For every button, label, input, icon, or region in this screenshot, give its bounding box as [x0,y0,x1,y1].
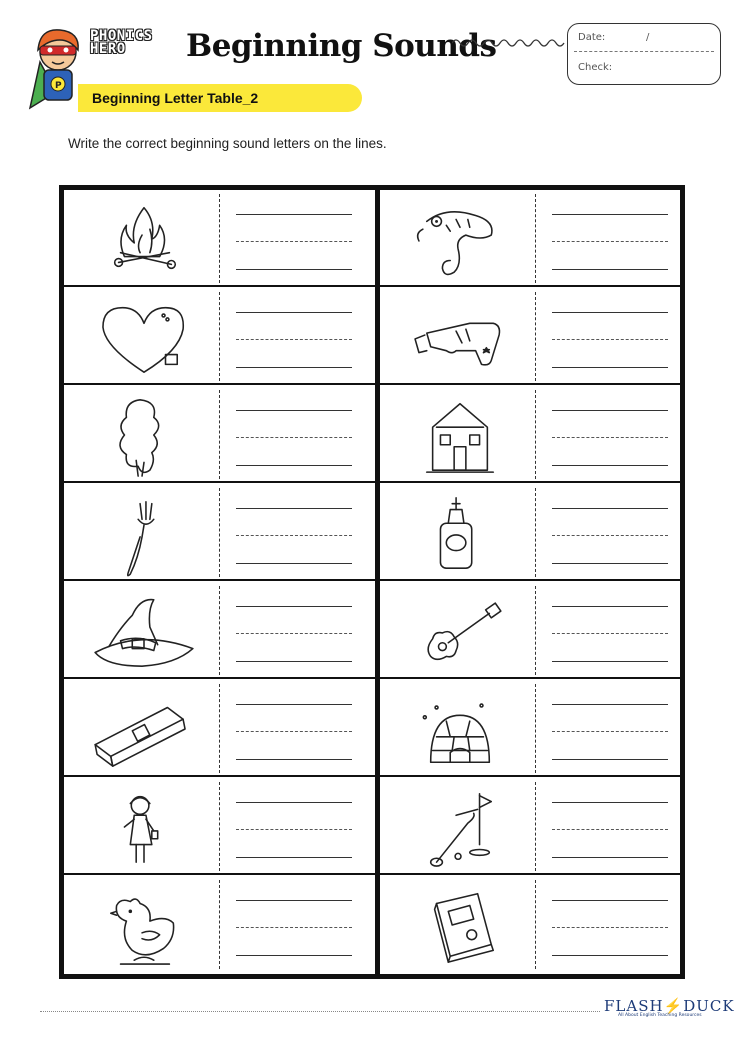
brand-logo: PHONICS HERO [90,28,153,57]
page-title: Beginning Sounds [186,28,497,64]
dashed-divider [535,390,536,479]
table-row [64,190,680,287]
dashed-divider [535,684,536,773]
guitar-icon [396,588,524,674]
dashed-divider [219,390,220,479]
dashed-divider [219,684,220,773]
tree-icon [80,392,208,478]
gun-icon [396,294,524,380]
table-cell-left [64,680,375,777]
dashed-divider [219,292,220,381]
table-row [64,288,680,385]
footer-line [40,1011,600,1012]
table-cell-left [64,582,375,679]
girl-icon [80,784,208,870]
table-row [64,386,680,483]
table-cell-left [64,484,375,581]
table-cell-right [380,876,685,973]
hen-icon [80,882,208,968]
flashduck-logo: FLASH⚡DUCK [604,997,735,1015]
fork-icon [80,490,208,576]
chameleon-icon [396,196,524,282]
dashed-divider [219,194,220,283]
dashed-divider [219,880,220,969]
table-cell-right [380,778,685,875]
dashed-divider [535,782,536,871]
table-cell-right [380,288,685,385]
table-cell-right [380,190,685,287]
dashed-divider [219,782,220,871]
subtitle: Beginning Letter Table_2 [92,90,259,106]
table-row [64,582,680,679]
igloo-icon [396,686,524,772]
table-cell-left [64,386,375,483]
date-label: Date: [578,32,606,43]
dashed-divider [219,488,220,577]
glue-icon [396,490,524,576]
house-icon [396,392,524,478]
table-cell-right [380,680,685,777]
table-cell-left [64,190,375,287]
table-row [64,484,680,581]
book-icon [396,882,524,968]
date-check-box [567,23,721,85]
table-cell-right [380,484,685,581]
gum-icon [80,686,208,772]
table-cell-left [64,288,375,385]
dashed-divider [535,194,536,283]
check-label: Check: [578,62,613,73]
table-row [64,778,680,875]
svg-text:P: P [55,81,62,91]
decorative-squiggle [452,36,566,50]
worksheet-table [59,185,685,979]
campfire-icon [80,196,208,282]
dashed-divider [535,292,536,381]
logo-tagline: All About English Teaching Resources [618,1013,702,1018]
dashed-divider [535,586,536,675]
table-cell-right [380,582,685,679]
dashed-divider [535,488,536,577]
dashed-divider [219,586,220,675]
dashed-divider [535,880,536,969]
witch-hat-icon [80,588,208,674]
date-slash: / [646,32,650,43]
table-cell-left [64,876,375,973]
instruction-text: Write the correct beginning sound letters on the lines. [68,136,387,151]
table-cell-right [380,386,685,483]
golf-icon [396,784,524,870]
table-cell-left [64,778,375,875]
table-row [64,876,680,973]
heart-icon [80,294,208,380]
table-row [64,680,680,777]
